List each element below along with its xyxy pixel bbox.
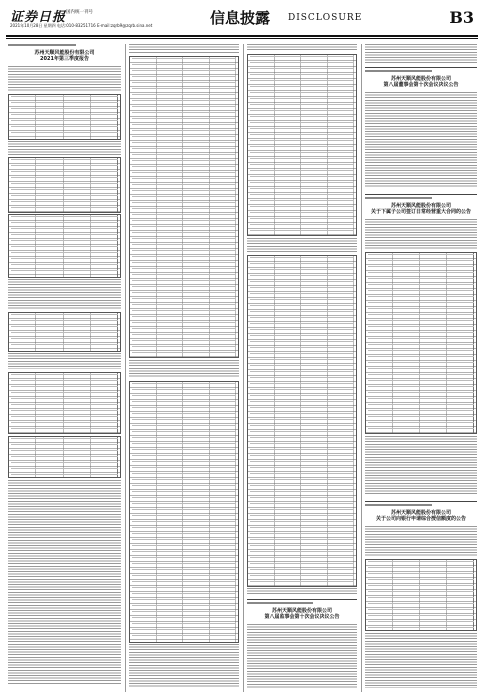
financial-table	[247, 255, 357, 587]
company-name: 苏州天顺风能股份有限公司	[390, 76, 451, 82]
announcement-major-contract	[365, 197, 477, 497]
financial-table	[129, 56, 239, 358]
stock-code-line	[365, 70, 432, 72]
announcement-divider	[365, 194, 477, 195]
announcement-title: 第八届监事会第十次会议决议公告	[264, 614, 340, 620]
page-number: B3	[449, 8, 474, 27]
body-text	[129, 360, 239, 378]
body-text	[365, 436, 477, 494]
body-text	[365, 92, 477, 188]
data-table	[8, 436, 121, 478]
body-text	[365, 219, 477, 249]
column-2	[129, 44, 239, 694]
body-text	[8, 480, 121, 684]
body-text	[365, 526, 477, 556]
column-divider	[125, 44, 126, 692]
body-text	[247, 624, 357, 688]
stock-code-line	[365, 197, 432, 199]
masthead-rule-thin	[6, 38, 478, 39]
body-text	[8, 141, 121, 155]
stock-code-line	[365, 504, 432, 506]
announcement-divider	[365, 501, 477, 502]
body-text	[247, 44, 357, 52]
stock-code-line	[247, 602, 313, 604]
company-name: 苏州天顺风能股份有限公司	[271, 608, 332, 614]
contract-table	[365, 252, 477, 434]
body-text	[8, 279, 121, 309]
body-text	[365, 633, 477, 688]
section-title: 信息披露	[210, 9, 271, 27]
masthead-rule	[6, 35, 478, 37]
financial-table	[247, 54, 357, 236]
company-name: 苏州天顺风能股份有限公司	[34, 50, 95, 56]
column-divider	[361, 44, 362, 692]
stock-code-line	[8, 44, 76, 46]
announcement-title: 2021年第三季度报告	[40, 56, 89, 62]
column-divider	[243, 44, 244, 692]
masthead	[6, 4, 478, 34]
announcement-divider	[365, 67, 477, 68]
announcement-credit-line	[365, 504, 477, 690]
announcement-title: 关于下属子公司签订日常经营重大合同的公告	[370, 209, 471, 215]
column-3	[247, 44, 357, 694]
newspaper-logo: 证券日报	[10, 10, 67, 25]
body-text	[365, 44, 477, 64]
data-table	[8, 157, 121, 213]
credit-table	[365, 559, 477, 631]
data-table	[8, 312, 121, 352]
announcement-title: 关于公司向银行申请综合授信额度的公告	[375, 516, 466, 522]
financial-table	[129, 381, 239, 643]
data-table	[8, 214, 121, 278]
section-title-en: DISCLOSURE	[288, 13, 363, 23]
data-table	[8, 94, 121, 140]
company-name: 苏州天顺风能股份有限公司	[390, 510, 451, 516]
announcement-quarterly-report	[8, 44, 121, 684]
body-text	[129, 644, 239, 688]
column-4	[365, 44, 477, 694]
body-text	[247, 588, 357, 596]
body-text	[8, 66, 121, 92]
body-text	[129, 44, 239, 54]
announcement-board-resolution	[365, 70, 477, 190]
announcement-divider	[247, 599, 357, 600]
column-1	[8, 44, 121, 694]
announcement-title: 第八届董事会第十次会议决议公告	[383, 82, 459, 88]
data-table	[8, 372, 121, 434]
body-text	[8, 353, 121, 369]
body-text	[247, 238, 357, 252]
dateline: 2021年10月28日 星期四 电话:010-83251716 E-mail:zqrb9@zqrb.sina.net	[10, 23, 153, 28]
announcement-supervisory-board	[247, 602, 357, 690]
logo-subtitle: 国内统一刊号	[66, 10, 93, 15]
company-name: 苏州天顺风能股份有限公司	[390, 203, 451, 209]
